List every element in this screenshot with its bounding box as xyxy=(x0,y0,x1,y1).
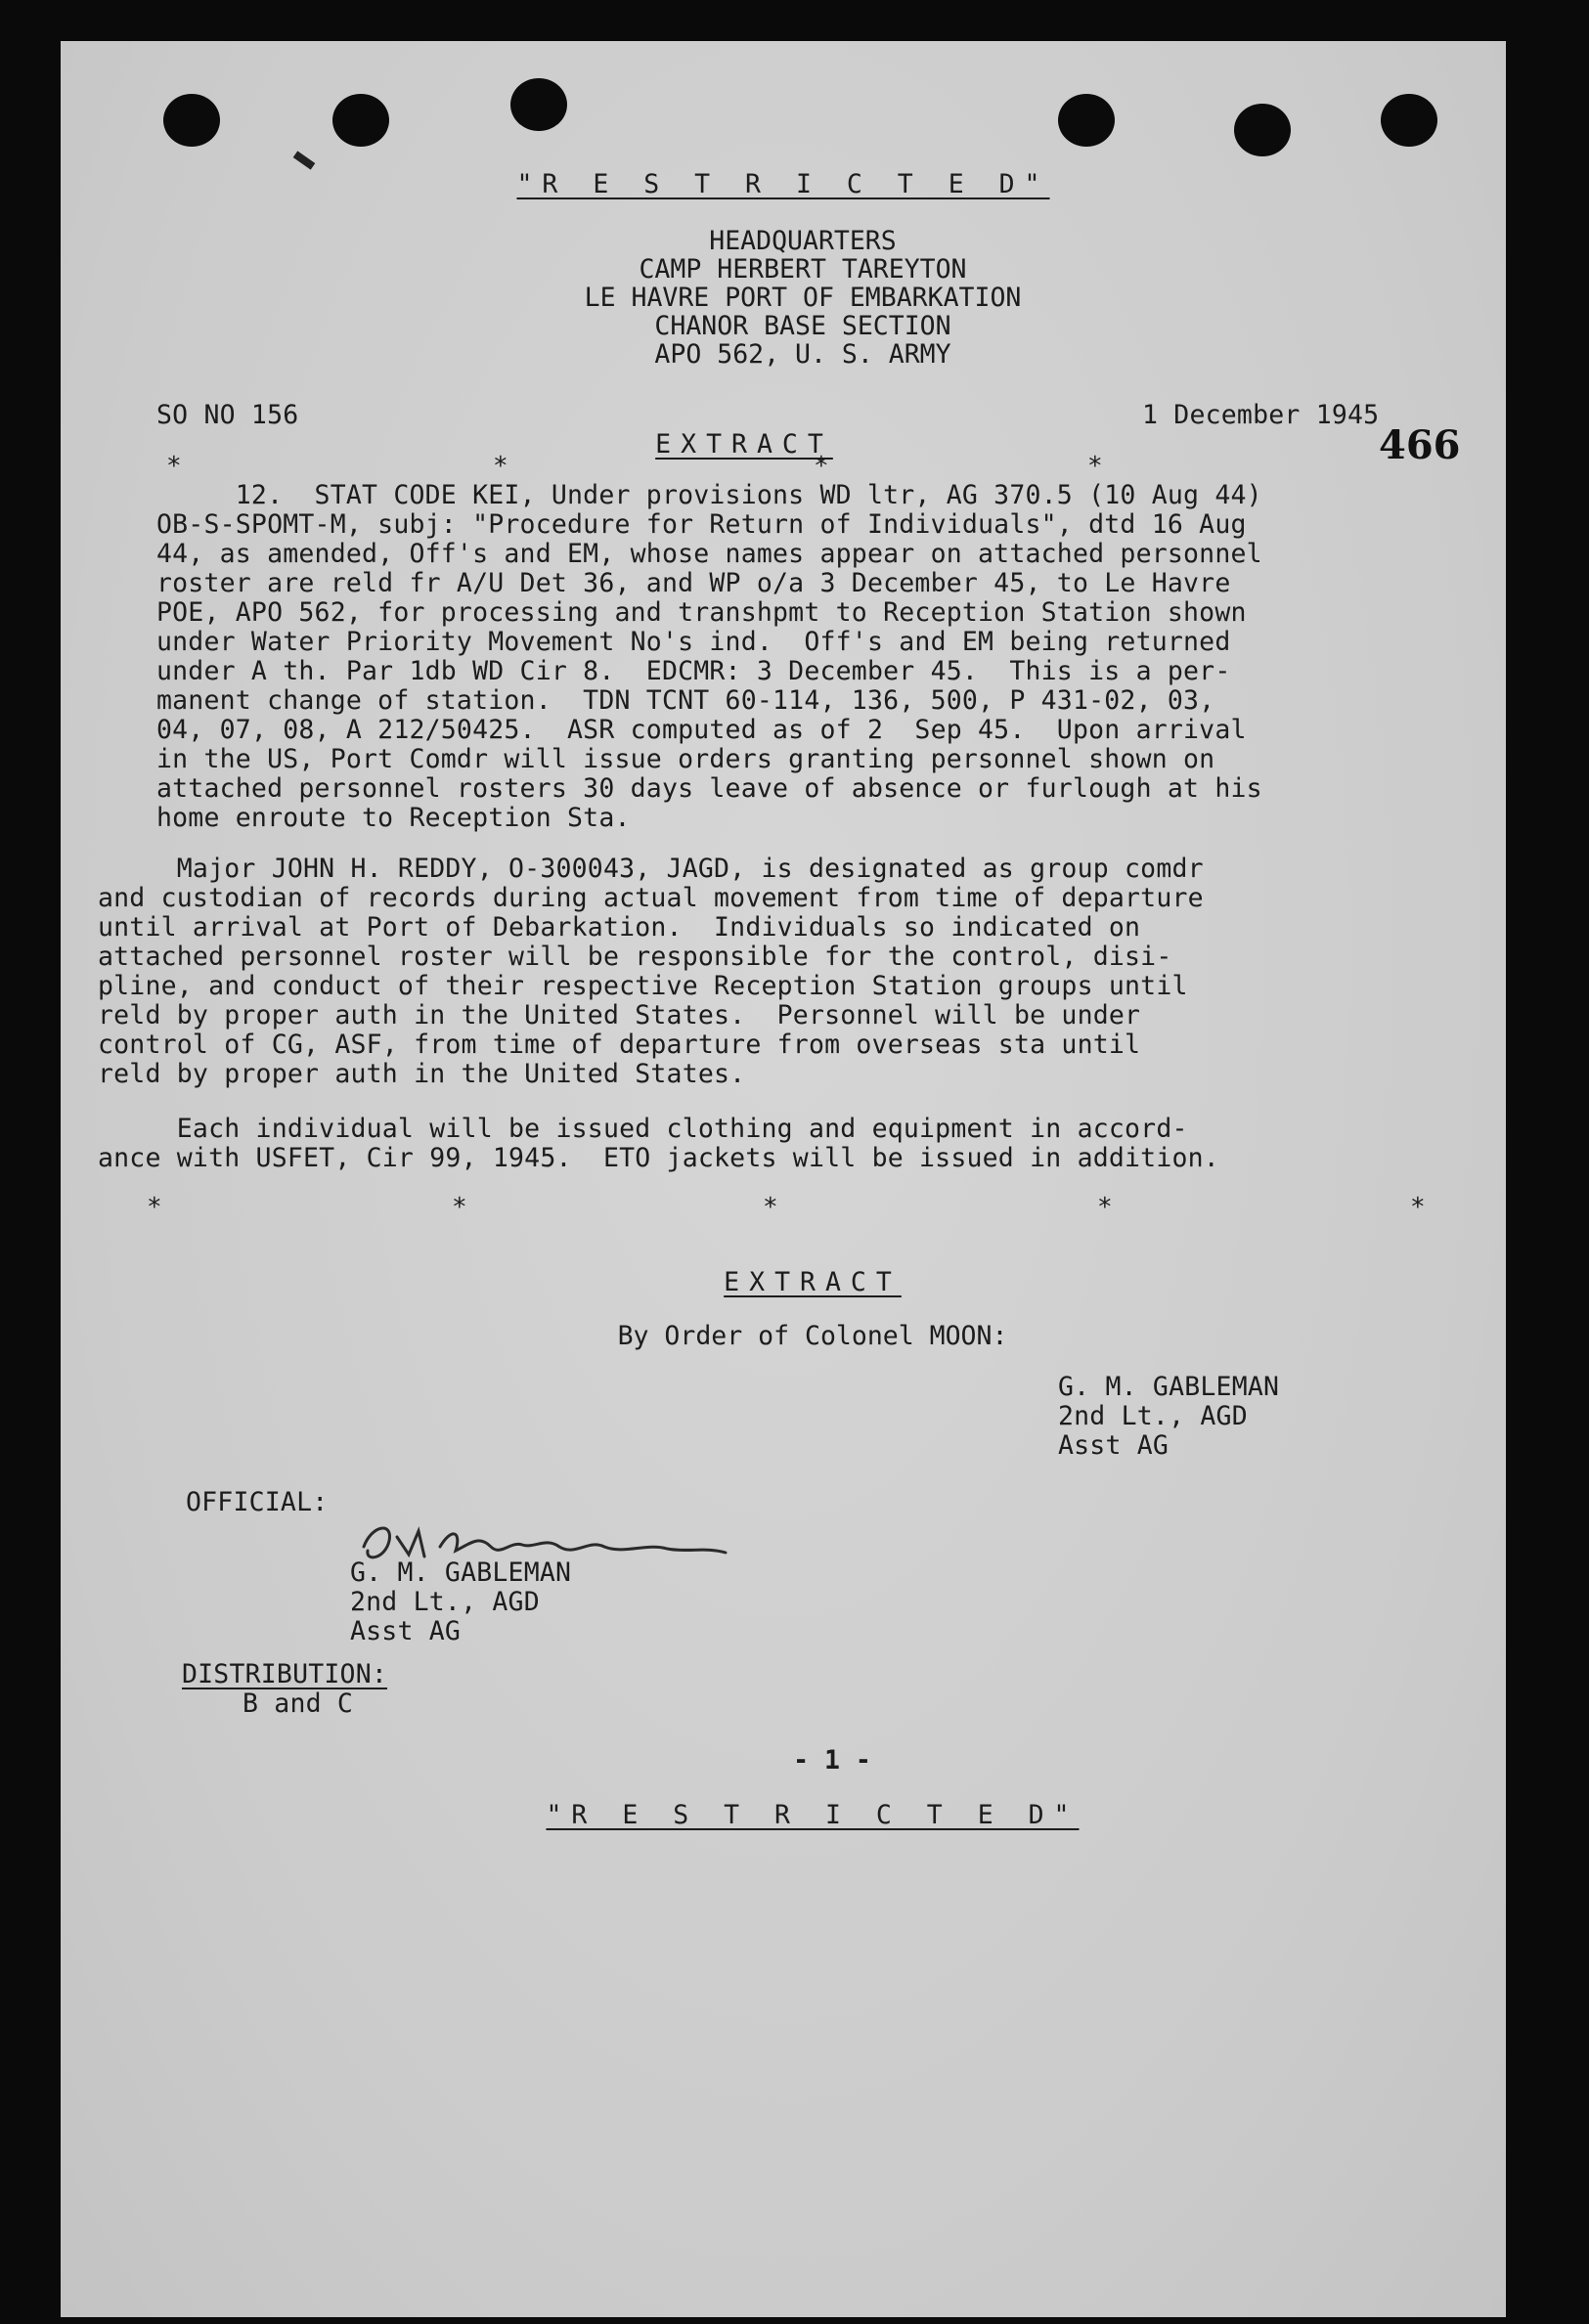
signature-rank-2: 2nd Lt., AGD xyxy=(350,1587,540,1617)
punch-hole xyxy=(332,94,389,147)
separator-star: * xyxy=(763,1193,778,1222)
header-line-3: LE HAVRE PORT OF EMBARKATION xyxy=(584,283,1022,313)
order-date: 1 December 1945 xyxy=(1142,400,1380,430)
paragraph-line: OB-S-SPOMT-M, subj: "Procedure for Return of Individuals", dtd 16 Aug xyxy=(156,509,1247,540)
header-line-1: HEADQUARTERS xyxy=(709,226,897,256)
paragraph-line: until arrival at Port of Debarkation. Individuals so indicated on xyxy=(98,912,1141,943)
paragraph-line: 44, as amended, Off's and EM, whose names appear on attached personnel xyxy=(156,539,1262,569)
separator-star: * xyxy=(166,452,182,481)
separator-star: * xyxy=(1087,452,1103,481)
separator-stars-top xyxy=(61,452,1506,481)
signature-rank-1: 2nd Lt., AGD xyxy=(1058,1401,1248,1431)
header-line-5: APO 562, U. S. ARMY xyxy=(654,339,951,370)
ink-mark xyxy=(293,151,316,169)
signature-name-2: G. M. GABLEMAN xyxy=(350,1557,572,1588)
paragraph-line: 12. STAT CODE KEI, Under provisions WD ltr, AG 370.5 (10 Aug 44) xyxy=(156,480,1262,510)
punch-hole xyxy=(510,78,567,131)
extract-heading: EXTRACT xyxy=(655,429,833,460)
separator-star: * xyxy=(814,452,829,481)
paragraph-line: attached personnel roster will be responsible for the control, disi- xyxy=(98,942,1172,972)
punch-hole xyxy=(163,94,220,147)
page-number: - 1 - xyxy=(793,1745,871,1776)
separator-star: * xyxy=(147,1193,162,1222)
separator-star: * xyxy=(1410,1193,1426,1222)
separator-star: * xyxy=(1097,1193,1113,1222)
separator-stars-bottom xyxy=(61,1193,1506,1222)
signature-title-2: Asst AG xyxy=(350,1616,462,1646)
punch-hole xyxy=(1058,94,1115,147)
paragraph-line: reld by proper auth in the United States. Personnel will be under xyxy=(98,1000,1141,1030)
paragraph-line: ance with USFET, Cir 99, 1945. ETO jackets will be issued in addition. xyxy=(98,1143,1219,1173)
signature-title-1: Asst AG xyxy=(1058,1430,1170,1461)
paragraph-line: under Water Priority Movement No's ind. Off's and EM being returned xyxy=(156,627,1231,657)
document-page xyxy=(61,41,1506,2317)
paragraph-line: home enroute to Reception Sta. xyxy=(156,803,631,833)
paragraph-line: 04, 07, 08, A 212/50425. ASR computed as of 2 Sep 45. Upon arrival xyxy=(156,715,1247,745)
paragraph-line: roster are reld fr A/U Det 36, and WP o/a 3 December 45, to Le Havre xyxy=(156,568,1231,598)
paragraph-line: reld by proper auth in the United States. xyxy=(98,1059,746,1089)
security-classification: "R E S T R I C T E D" xyxy=(516,169,1050,199)
paragraph-line: pline, and conduct of their respective Reception Station groups until xyxy=(98,971,1188,1001)
paragraph-line: under A th. Par 1db WD Cir 8. EDCMR: 3 December 45. This is a per- xyxy=(156,656,1231,686)
signature-name-1: G. M. GABLEMAN xyxy=(1058,1372,1280,1402)
punch-hole xyxy=(1234,104,1291,156)
stamp-number: 466 xyxy=(1379,422,1461,468)
order-number: SO NO 156 xyxy=(156,400,299,430)
distribution-label: DISTRIBUTION: xyxy=(182,1659,388,1689)
by-order-line: By Order of Colonel MOON: xyxy=(617,1321,1008,1351)
paragraph-line: manent change of station. TDN TCNT 60-114, 136, 500, P 431-02, 03, xyxy=(156,685,1215,716)
separator-star: * xyxy=(452,1193,467,1222)
extract-closing-heading: EXTRACT xyxy=(724,1267,902,1297)
paragraph-line: and custodian of records during actual movement from time of departure xyxy=(98,883,1204,913)
distribution-value: B and C xyxy=(243,1688,354,1719)
paragraph-line: in the US, Port Comdr will issue orders granting personnel shown on xyxy=(156,744,1215,774)
paragraph-line: POE, APO 562, for processing and transhpmt to Reception Station shown xyxy=(156,597,1247,628)
official-label: OFFICIAL: xyxy=(186,1487,329,1517)
header-line-4: CHANOR BASE SECTION xyxy=(654,311,951,341)
header-line-2: CAMP HERBERT TAREYTON xyxy=(639,254,967,285)
paragraph-line: attached personnel rosters 30 days leave of absence or furlough at his xyxy=(156,773,1262,804)
paragraph-line: control of CG, ASF, from time of departure from overseas sta until xyxy=(98,1030,1141,1060)
separator-star: * xyxy=(493,452,508,481)
punch-hole xyxy=(1381,94,1437,147)
paragraph-line: Each individual will be issued clothing and equipment in accord- xyxy=(98,1114,1188,1144)
paragraph-line: Major JOHN H. REDDY, O-300043, JAGD, is designated as group comdr xyxy=(98,854,1204,884)
footer-security-classification: "R E S T R I C T E D" xyxy=(546,1800,1080,1830)
